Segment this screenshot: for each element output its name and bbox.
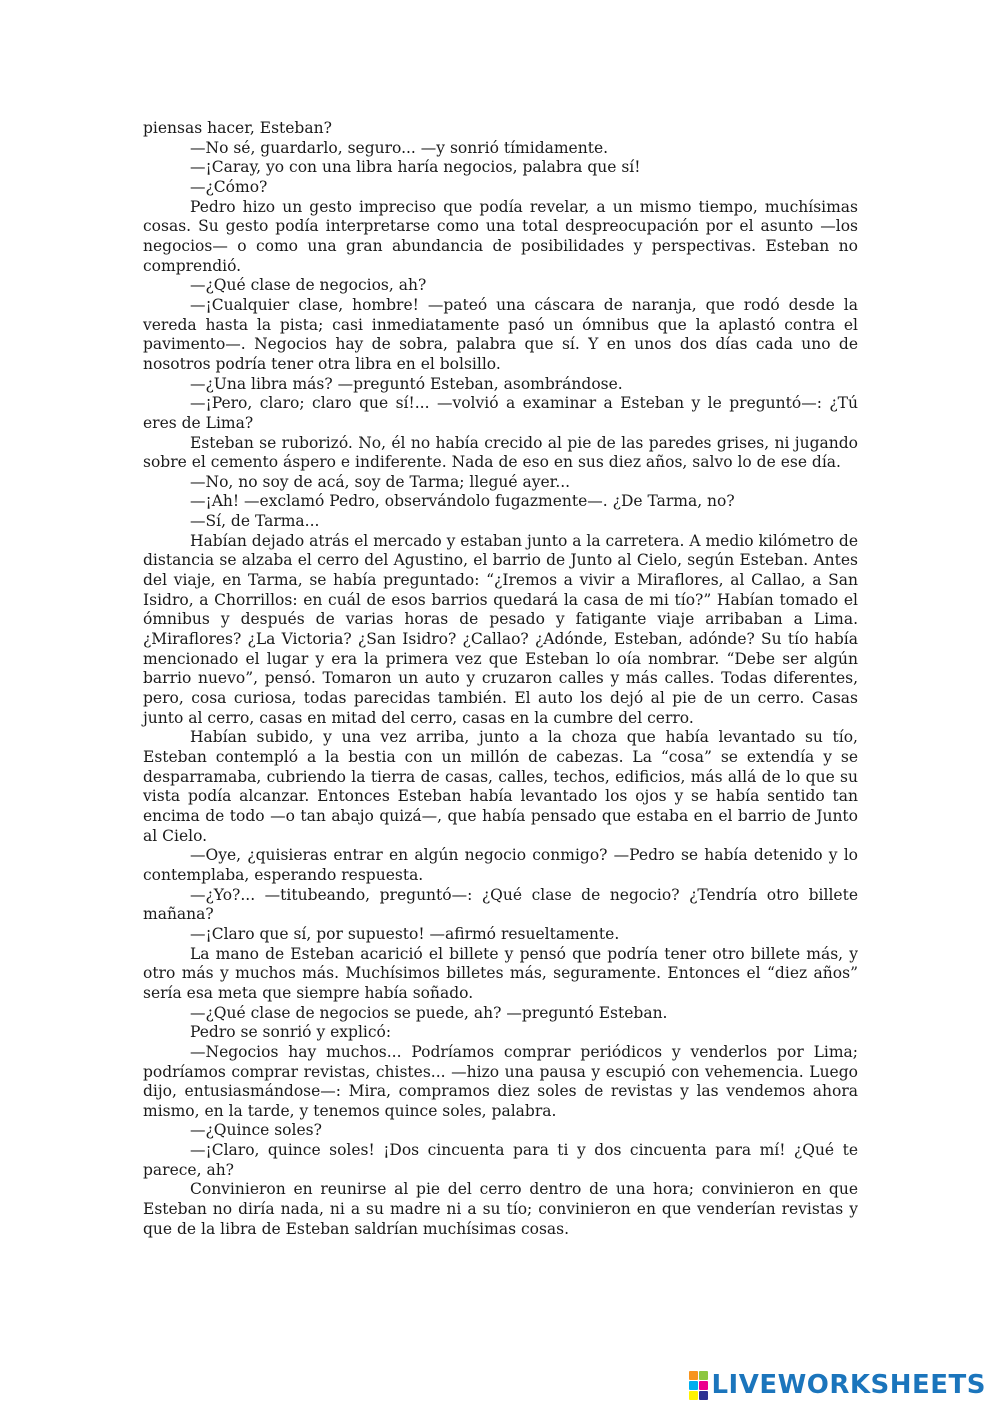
document-body (143, 119, 858, 1239)
paragraph: —¡Claro que sí, por supuesto! —afirmó resueltamente. (190, 924, 620, 943)
paragraph: piensas hacer, Esteban? (143, 119, 332, 137)
paragraph: —¿Qué clase de negocios se puede, ah? —preguntó Esteban. (190, 1003, 668, 1022)
logo-block (689, 1381, 698, 1390)
paragraph: La mano de Esteban acarició el billete y pensó que podría tener otro billete más, y otro más y muchos más. Muchísimos billetes más, seguramente. Entonces el “diez años” sería esa meta que siempre había soñado. (143, 944, 858, 1002)
logo-block (699, 1391, 708, 1400)
paragraph: —No, no soy de acá, soy de Tarma; llegué ayer... (190, 472, 571, 491)
paragraph: —¡Pero, claro; claro que sí!... —volvió a examinar a Esteban y le preguntó—: ¿Tú eres de Lima? (143, 394, 858, 432)
liveworksheets-logo (689, 1371, 986, 1399)
paragraph: Habían subido, y una vez arriba, junto a la choza que había levantado su tío, Esteban contempló a la bestia con un millón de cabezas. La “cosa” se extendía y se desparramaba, cubriendo la tierra de casas, calles, techos, edificios, más allá de lo que su vista podía alcanzar. Entonces Esteban había levantado los ojos y se había sentido tan encima de todo —o tan abajo quizá—, que había pensado que estaba en el barrio de Junto al Cielo. (143, 728, 858, 845)
logo-blocks-icon (689, 1371, 708, 1400)
paragraph: —¿Cómo? (190, 177, 268, 196)
paragraph: —¡Claro, quince soles! ¡Dos cincuenta para ti y dos cincuenta para mí! ¿Qué te parece, ah? (143, 1141, 858, 1179)
paragraph: —¡Cualquier clase, hombre! —pateó una cáscara de naranja, que rodó desde la vereda hasta la pista; casi inmediatamente pasó un ómnibus que la aplastó contra el pavimento—. Negocios hay de sobra, palabra que sí. Y en unos dos días cada uno de nosotros podría tener otra libra en el bolsillo. (143, 295, 858, 373)
logo-block (689, 1371, 698, 1380)
paragraph: —Sí, de Tarma... (190, 512, 320, 531)
paragraph: Pedro se sonrió y explicó: (190, 1023, 392, 1042)
paragraph: Esteban se ruborizó. No, él no había crecido al pie de las paredes grises, ni jugando sobre el cemento áspero e indiferente. Nada de eso en sus diez años, salvo lo de ese día. (143, 433, 858, 472)
paragraph: —¡Caray, yo con una libra haría negocios, palabra que sí! (190, 158, 641, 177)
paragraph: Pedro hizo un gesto impreciso que podía revelar, a un mismo tiempo, muchísimas cosas. Su gesto podía interpretarse como una total despreocupación por el asunto —los negocios— o como una gran abundancia de posibilidades y perspectivas. Esteban no comprendió. (143, 197, 858, 275)
paragraph: —Oye, ¿quisieras entrar en algún negocio conmigo? —Pedro se había detenido y lo contemplaba, esperando respuesta. (143, 846, 858, 884)
paragraph: —¿Quince soles? (190, 1121, 322, 1140)
paragraph: Habían dejado atrás el mercado y estaban junto a la carretera. A medio kilómetro de distancia se alzaba el cerro del Agustino, el barrio de Junto al Cielo, según Esteban. Antes del viaje, en Tarma, se había preguntado: “¿Iremos a vivir a Miraflores, al Callao, a San Isidro, a Chorrillos: en cuál de esos barrios quedará la casa de mi tío?” Habían tomado el ómnibus y después de varias horas de pesado y fatigante viaje arribaban a Lima. ¿Miraflores? ¿La Victoria? ¿San Isidro? ¿Callao? ¿Adónde, Esteban, adónde? Su tío había mencionado el lugar y era la primera vez que Esteban lo oía nombrar. “Debe ser algún barrio nuevo”, pensó. Tomaron un auto y cruzaron calles y más calles. Todas diferentes, pero, cosa curiosa, todas parecidas también. El auto los dejó al pie de un cerro. Casas junto al cerro, casas en mitad del cerro, casas en la cumbre del cerro. (143, 531, 858, 727)
paragraph: —¿Qué clase de negocios, ah? (190, 276, 427, 295)
logo-text: LIVEWORKSHEETS (711, 1370, 986, 1400)
logo-block (699, 1371, 708, 1380)
logo-block (689, 1391, 698, 1400)
logo-block (699, 1381, 708, 1390)
paragraph: —Negocios hay muchos... Podríamos comprar periódicos y venderlos por Lima; podríamos comprar revistas, chistes... —hizo una pausa y escupió con vehemencia. Luego dijo, entusiasmándose—: Mira, compramos diez soles de revistas y las vendemos ahora mismo, en la tarde, y tenemos quince soles, palabra. (143, 1042, 858, 1120)
paragraph: —No sé, guardarlo, seguro... —y sonrió tímidamente. (190, 138, 609, 157)
paragraph: Convinieron en reunirse al pie del cerro dentro de una hora; convinieron en que Esteban no diría nada, ni a su madre ni a su tío; convinieron en que venderían revistas y que de la libra de Esteban saldrían muchísimas cosas. (143, 1180, 858, 1238)
paragraph: —¿Yo?... —titubeando, preguntó—: ¿Qué clase de negocio? ¿Tendría otro billete mañana? (143, 885, 858, 924)
paragraph: —¡Ah! —exclamó Pedro, observándolo fugazmente—. ¿De Tarma, no? (190, 492, 735, 511)
paragraph: —¿Una libra más? —preguntó Esteban, asombrándose. (190, 374, 623, 393)
